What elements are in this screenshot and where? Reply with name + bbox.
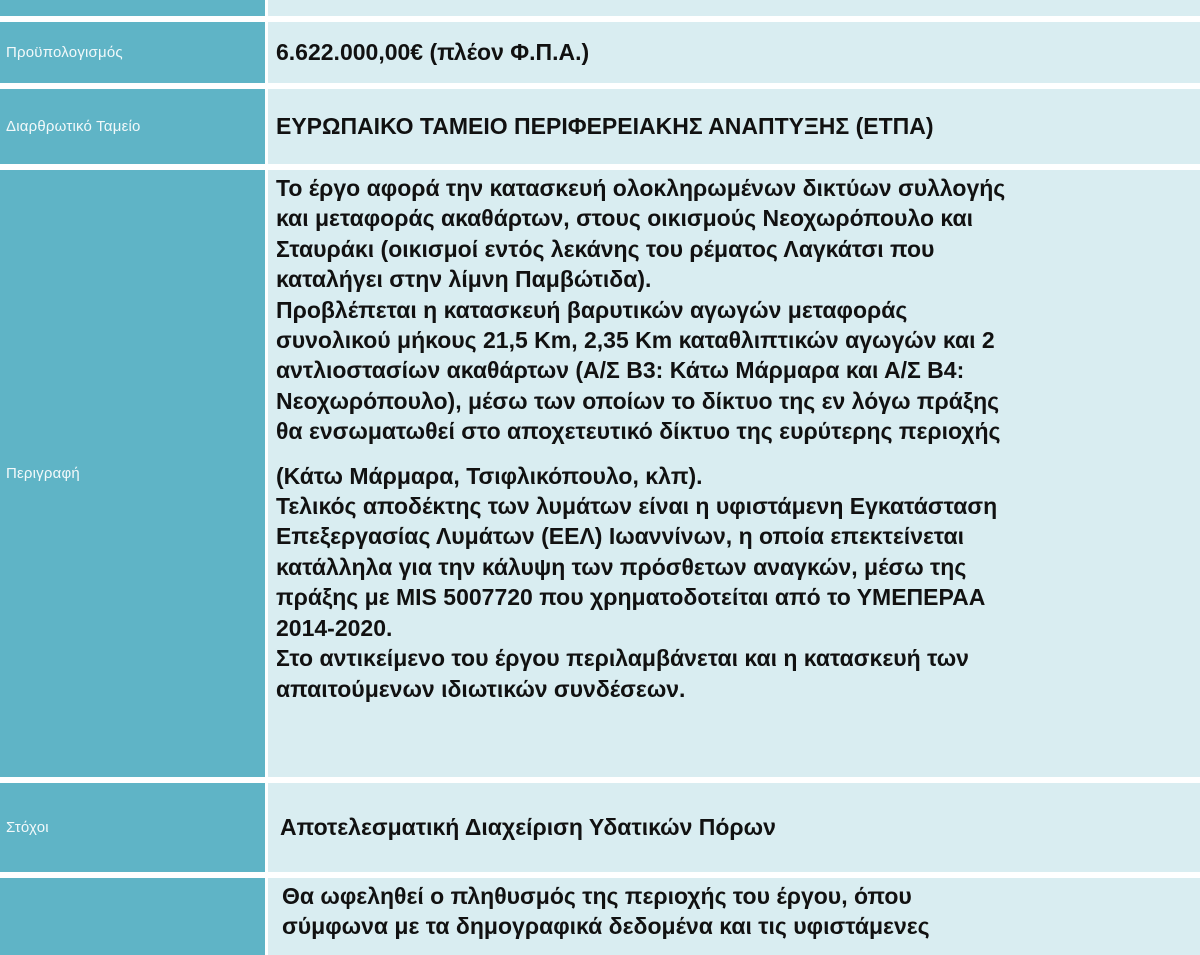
- table-row-description: [0, 170, 1200, 777]
- value-cell-beneficiaries: [268, 878, 1200, 955]
- description-line: Σταυράκι (οικισμοί εντός λεκάνης του ρέματος Λαγκάτσι που: [276, 235, 935, 262]
- description-line: 2014-2020.: [276, 614, 393, 641]
- description-line: αντλιοστασίων ακαθάρτων (Α/Σ Β3: Κάτω Μάρμαρα και Α/Σ Β4:: [276, 357, 965, 384]
- table-row-beneficiaries: [0, 878, 1200, 955]
- description-line: και μεταφοράς ακαθάρτων, στους οικισμούς Νεοχωρόπουλο και: [276, 205, 973, 232]
- description-line: συνολικού μήκους 21,5 Km, 2,35 Km καταθλιπτικών αγωγών και 2: [276, 327, 995, 354]
- beneficiaries-line: Θα ωφεληθεί ο πληθυσμός της περιοχής του έργου, όπου: [282, 883, 912, 909]
- label-cell-fund: [0, 89, 265, 164]
- label-cell-description: [0, 170, 265, 777]
- description-line: Το έργο αφορά την κατασκευή ολοκληρωμένων δικτύων συλλογής: [276, 175, 1006, 201]
- row-label: Διαρθρωτικό Ταμείο: [6, 118, 141, 135]
- description-line: θα ενσωματωθεί στο αποχετευτικό δίκτυο της ευρύτερης περιοχής: [276, 418, 1001, 445]
- description-line: Επεξεργασίας Λυμάτων (ΕΕΛ) Ιωαννίνων, η οποία επεκτείνεται: [276, 523, 965, 550]
- description-line: Στο αντικείμενο του έργου περιλαμβάνεται και η κατασκευή των: [276, 645, 969, 672]
- description-line: (Κάτω Μάρμαρα, Τσιφλικόπουλο, κλπ).: [276, 462, 703, 489]
- description-line: κατάλληλα για την κάλυψη των πρόσθετων αναγκών, μέσω της: [276, 553, 967, 580]
- description-line: απαιτούμενων ιδιωτικών συνδέσεων.: [276, 675, 686, 702]
- value-cell-fund: [268, 89, 1200, 164]
- label-cell-beneficiaries: [0, 878, 265, 955]
- description-line: Νεοχωρόπουλο), μέσω των οποίων το δίκτυο της εν λόγω πράξης: [276, 387, 1000, 414]
- description-line: Προβλέπεται η κατασκευή βαρυτικών αγωγών μεταφοράς: [276, 296, 908, 323]
- row-label: Προϋπολογισμός: [6, 44, 123, 61]
- table-row-goals: [0, 783, 1200, 872]
- row-label: Περιγραφή: [6, 465, 80, 482]
- goals-value: Αποτελεσματική Διαχείριση Υδατικών Πόρων: [280, 814, 776, 840]
- row-label: Στόχοι: [6, 819, 49, 836]
- label-cell-goals: [0, 783, 265, 872]
- description-line: πράξης με MIS 5007720 που χρηματοδοτείται από το ΥΜΕΠΕΡΑΑ: [276, 584, 986, 611]
- value-cell-description: [268, 170, 1200, 777]
- fund-value: ΕΥΡΩΠΑΙΚΟ ΤΑΜΕΙΟ ΠΕΡΙΦΕΡΕΙΑΚΗΣ ΑΝΑΠΤΥΞΗΣ (ΕΤΠΑ): [276, 113, 934, 139]
- table-row-fund: [0, 89, 1200, 164]
- value-cell-goals: [268, 783, 1200, 872]
- table-row-budget: [0, 22, 1200, 83]
- beneficiaries-line: σύμφωνα με τα δημογραφικά δεδομένα και τις υφιστάμενες: [282, 913, 930, 940]
- description-line: Τελικός αποδέκτης των λυμάτων είναι η υφιστάμενη Εγκατάσταση: [276, 493, 998, 520]
- label-cell-budget: [0, 22, 265, 83]
- budget-value: 6.622.000,00€ (πλέον Φ.Π.Α.): [276, 39, 590, 65]
- table-row-top-partial: [0, 0, 1200, 16]
- label-cell: [0, 0, 265, 16]
- value-cell: [268, 0, 1200, 16]
- description-line: καταλήγει στην λίμνη Παμβώτιδα).: [276, 266, 652, 293]
- value-cell-budget: [268, 22, 1200, 83]
